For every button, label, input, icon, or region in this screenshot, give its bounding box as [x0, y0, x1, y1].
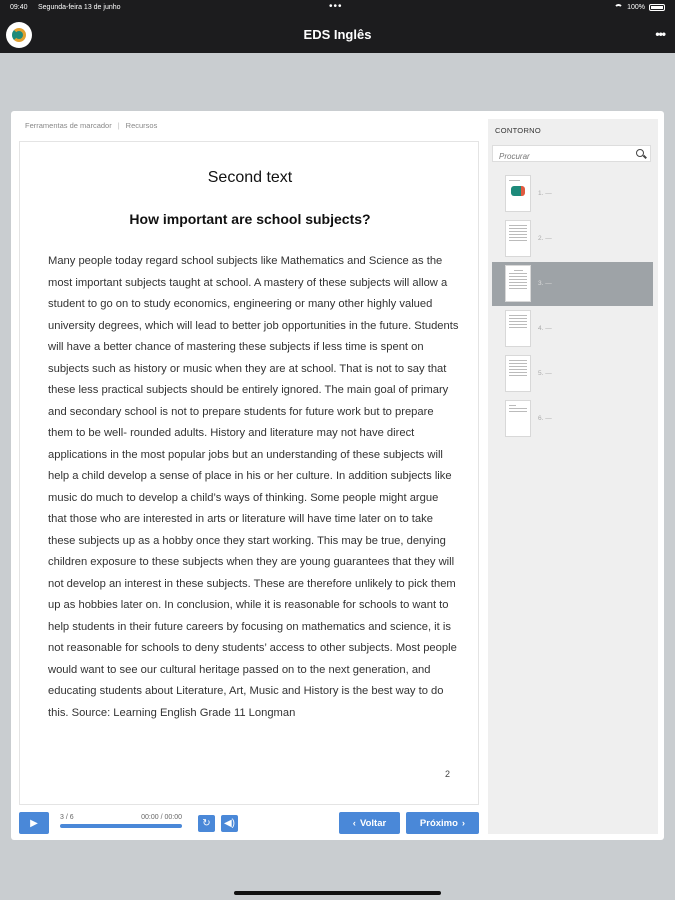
outline-item-label: 6. —: [538, 415, 552, 422]
outline-item[interactable]: [492, 217, 653, 261]
replay-button[interactable]: [198, 815, 215, 832]
page-thumbnail: [505, 355, 531, 392]
outline-sidebar: [488, 119, 658, 834]
status-date: Segunda-feira 13 de junho: [38, 4, 121, 11]
page-thumbnail: [505, 265, 531, 302]
chevron-left-icon: ‹: [352, 817, 356, 829]
app-header: [0, 0, 675, 53]
chevron-right-icon: ›: [461, 817, 466, 829]
tab-bookmark-tools[interactable]: Ferramentas de marcador: [25, 121, 112, 130]
search-input[interactable]: [493, 149, 623, 164]
page-thumbnail: [505, 175, 531, 212]
page-number: 2: [444, 769, 450, 779]
status-time: 09:40: [10, 4, 28, 11]
app-title: EDS Inglês: [303, 27, 372, 42]
document-subtitle: How important are school subjects?: [129, 211, 371, 227]
home-indicator[interactable]: [234, 891, 441, 895]
page-thumbnail: [505, 220, 531, 257]
battery-icon: [649, 4, 665, 11]
outline-item-label: 3. —: [538, 280, 552, 287]
outline-item[interactable]: [492, 307, 653, 351]
outline-title: CONTORNO: [495, 126, 542, 135]
outline-item-label: 5. —: [538, 370, 552, 377]
status-bar: [0, 0, 675, 16]
wifi-icon: [614, 4, 623, 11]
next-label: Próximo: [419, 817, 458, 829]
page-thumbnail: [505, 400, 531, 437]
replay-icon: ↻: [202, 818, 211, 829]
progress-bar[interactable]: [60, 824, 182, 828]
more-options-icon[interactable]: •••: [655, 27, 665, 41]
outline-item-active[interactable]: [492, 262, 653, 306]
outline-item[interactable]: [492, 397, 653, 441]
multitask-dots-icon[interactable]: •••: [329, 1, 343, 12]
play-icon: ▶: [30, 817, 38, 829]
reader-card: [11, 111, 664, 840]
outline-item[interactable]: [492, 352, 653, 396]
document-page: [19, 141, 479, 805]
back-button[interactable]: [339, 812, 400, 834]
document-title: Second text: [207, 169, 293, 186]
toolbar-tabs: [25, 121, 157, 130]
document-body: Many people today regard school subjects like Mathematics and Science as the most important subjects taught at school. A mastery of these subjects will allow a student to go on to study economics, engineering or many other highly valued university degrees, which will lead to better job opportunities in the future. Students will have a better chance of mastering these subjects if less time is spent on subjects such as history or music when they are at school. That is not to say that these less practical subjects should be entirely ignored. The main goal of primary and secondary school is not to prepare students for future work but to prepare them to be well- rounded adults. History and literature may not have direct applications in the most popular jobs but an understanding of these subjects will help a child develop a sense of place in his or her culture. In addition subjects like music do much to develop a child’s ways of thinking. Some people might argue that those who are interested in arts or literature will have time later on to take these subjects up as a hobby once they start working. This may be true, denying children exposure to these subjects when they are young guarantees that they will not develop an interest in these subjects. These are therefore unlikely to pick them up as hobbies later on. In conclusion, while it is reasonable for schools to want to help students in their future careers by focusing on mathematics and science, it is not reasonable for schools to deny students’ access to other subjects. Most people would want to see our cultural heritage passed on to the next generation, and educating students about Literature, Art, Music and History is the best way to do this. Source: Learning English Grade 11 Longman: [48, 255, 459, 719]
audio-progress[interactable]: [60, 814, 182, 828]
next-button[interactable]: [406, 812, 479, 834]
volume-icon: ◀): [223, 818, 236, 829]
search-icon[interactable]: [636, 149, 644, 157]
outline-item-label: 4. —: [538, 325, 552, 332]
tab-resources[interactable]: Recursos: [125, 121, 158, 130]
battery-percent: 100%: [627, 4, 645, 11]
tab-separator: |: [117, 121, 120, 130]
outline-item-label: 1. —: [538, 190, 552, 197]
volume-button[interactable]: [221, 815, 238, 832]
page-thumbnail: [505, 310, 531, 347]
outline-item-label: 2. —: [538, 235, 552, 242]
back-label: Voltar: [359, 817, 387, 829]
play-button[interactable]: [19, 812, 49, 834]
audio-time: 00:00 / 00:00: [141, 814, 182, 821]
page-counter: 3 / 6: [60, 814, 74, 821]
outline-search[interactable]: [492, 145, 651, 162]
outline-item[interactable]: [492, 172, 653, 216]
